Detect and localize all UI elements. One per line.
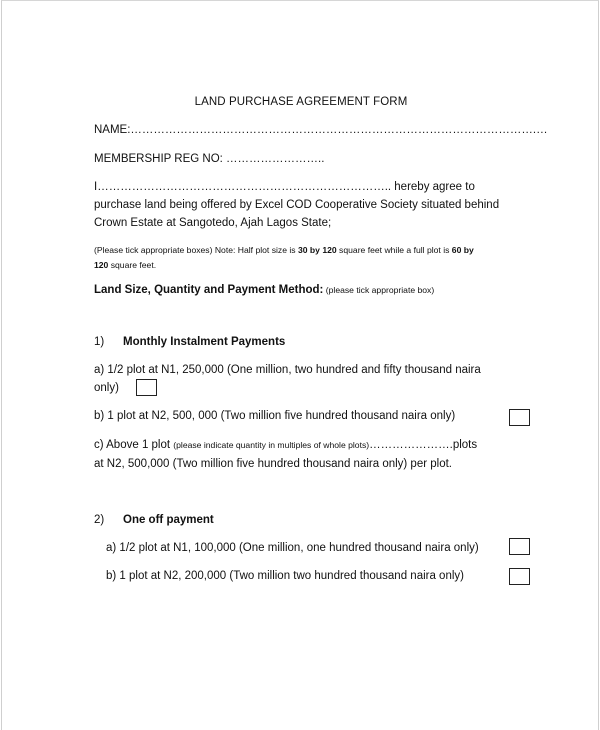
form-page	[1, 0, 599, 730]
full-plot-size: 60 by	[451, 245, 474, 255]
note-text: (Please tick appropriate boxes) Note: Half plot size is	[94, 245, 298, 255]
full-plot-size: 120	[94, 260, 109, 270]
one-off-half-plot-option: a) 1/2 plot at N1, 100,000 (One million, one hundred thousand naira only)	[106, 542, 479, 554]
one-off-half-plot-checkbox[interactable]	[509, 538, 530, 555]
membership-reg-line[interactable]: MEMBERSHIP REG NO: ……………………..	[94, 153, 325, 165]
form-title: LAND PURCHASE AGREEMENT FORM	[194, 96, 408, 108]
section-2-heading: One off payment	[123, 514, 214, 526]
plot-size-note-line-2	[94, 260, 156, 270]
agreement-line-2: purchase land being offered by Excel COD Cooperative Society situated behind	[94, 199, 500, 211]
one-off-one-plot-checkbox[interactable]	[509, 568, 530, 585]
instalment-one-plot-option: b) 1 plot at N2, 500, 000 (Two million five hundred thousand naira only)	[94, 410, 456, 422]
plot-size-note-line-1	[94, 245, 474, 255]
section-1-number: 1)	[94, 336, 105, 348]
note-text: square feet.	[108, 260, 157, 270]
payment-method-label	[94, 284, 434, 296]
agreement-line-1[interactable]: I………………………………………………………………….. hereby agree to	[94, 181, 475, 193]
instalment-half-plot-checkbox[interactable]	[136, 379, 157, 396]
note-text: square feet while a full plot is	[336, 245, 452, 255]
name-line[interactable]: NAME:…………………………………………………………………………………………….…	[94, 124, 548, 136]
instalment-half-plot-option: a) 1/2 plot at N1, 250,000 (One million, two hundred and fifty thousand naira	[94, 364, 481, 376]
option-c-hint: (please indicate quantity in multiples of whole plots)	[173, 440, 370, 450]
payment-method-hint: (please tick appropriate box)	[323, 285, 435, 295]
payment-method-heading: Land Size, Quantity and Payment Method:	[94, 284, 324, 296]
instalment-above-one-plot-price: at N2, 500,000 (Two million five hundred thousand naira only) per plot.	[94, 458, 452, 470]
option-c-label: c) Above 1 plot	[94, 439, 174, 451]
one-off-one-plot-option: b) 1 plot at N2, 200,000 (Two million two hundred thousand naira only)	[106, 570, 464, 582]
instalment-one-plot-checkbox[interactable]	[509, 409, 530, 426]
section-2-number: 2)	[94, 514, 105, 526]
half-plot-size: 30 by 120	[297, 245, 337, 255]
plots-quantity-field[interactable]: ………………….plots	[369, 439, 478, 451]
instalment-half-plot-option-cont: only)	[94, 382, 119, 394]
agreement-line-3: Crown Estate at Sangotedo, Ajah Lagos State;	[94, 217, 332, 229]
instalment-above-one-plot-option	[94, 439, 477, 451]
section-1-heading: Monthly Instalment Payments	[123, 336, 286, 348]
